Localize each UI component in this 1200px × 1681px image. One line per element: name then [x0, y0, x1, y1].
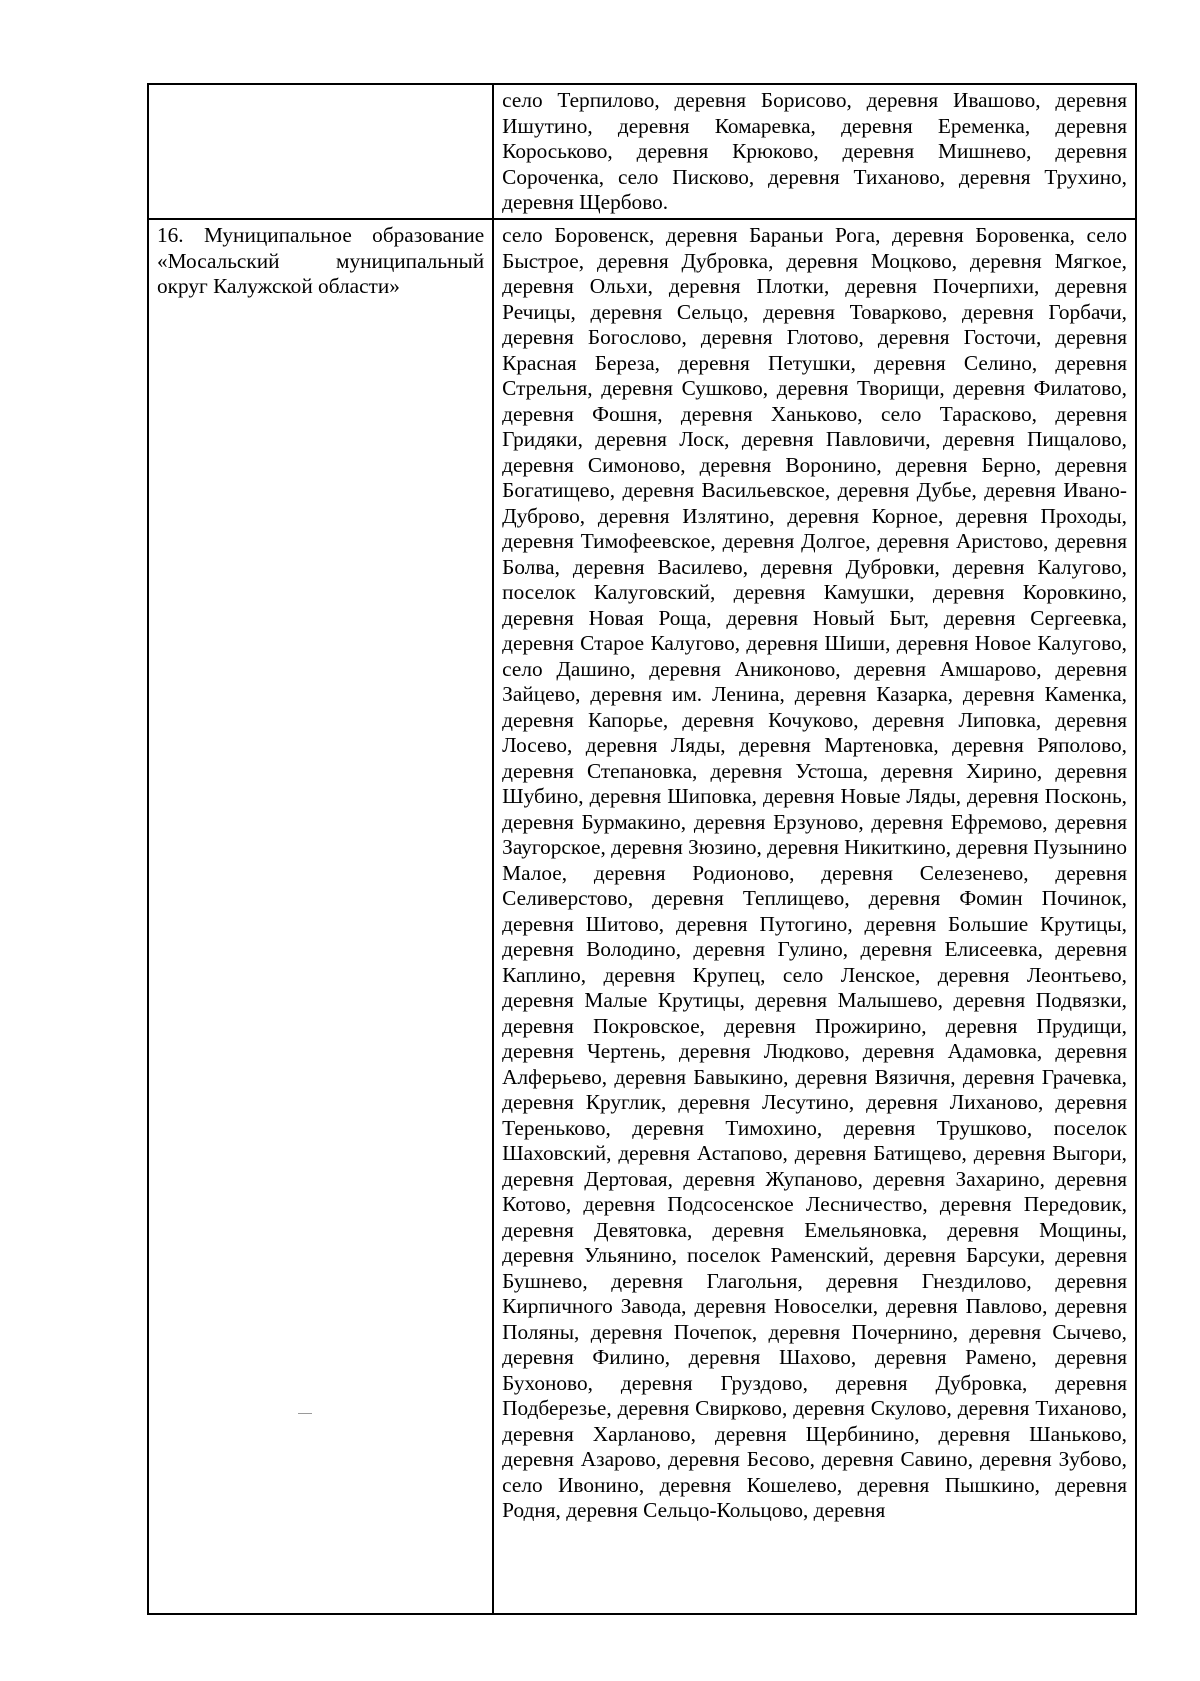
municipality-name: 16. Муниципальное образование «Мосальский муниципальный округ Калужской области» [157, 223, 485, 298]
settlements-list: село Терпилово, деревня Борисово, деревня Ивашово, деревня Ишутино, деревня Комаревка, деревня Еременка, деревня Короськово, деревня Крюково, деревня Мишнево, деревня Сороченка, село Писково, деревня Тиханово, деревня Трухино, деревня Щербово. [502, 88, 1127, 214]
settlements-list: село Боровенск, деревня Бараньи Рога, деревня Боровенка, село Быстрое, деревня Дубровка, деревня Моцково, деревня Мягкое, деревня Ольхи, деревня Плотки, деревня Почерпихи, деревня Речицы, деревня Сельцо, деревня Товарково, деревня Горбачи, деревня Богослово, деревня Глотово, деревня Госточи, деревня Красная Береза, деревня Петушки, деревня Селино, деревня Стрельня, деревня Сушково, деревня Творищи, деревня Филатово, деревня Фошня, деревня Ханьково, село Тарасково, деревня Гридяки, деревня Лоск, деревня Павловичи, деревня Пищалово, деревня Симоново, деревня Воронино, деревня Берно, деревня Богатищево, деревня Васильевское, деревня Дубье, деревня Ивано-Дуброво, деревня Излятино, деревня Корное, деревня Проходы, деревня Тимофеевское, деревня Долгое, деревня Аристово, деревня Болва, деревня Василево, деревня Дубровки, деревня Калугово, поселок Калуговский, деревня Камушки, деревня Коровкино, деревня Новая Роща, деревня Новый Быт, деревня Сергеевка, деревня Старое Калугово, деревня Шиши, деревня Новое Калугово, село Дашино, деревня Аниконово, деревня Амшарово, деревня Зайцево, деревня им. Ленина, деревня Казарка, деревня Каменка, деревня Капорье, деревня Кочуково, деревня Липовка, деревня Лосево, деревня Ляды, деревня Мартеновка, деревня Ряполово, деревня Степановка, деревня Устоша, деревня Хирино, деревня Шубино, деревня Шиповка, деревня Новые Ляды, деревня Посконь, деревня Бурмакино, деревня Ерзуново, деревня Ефремово, деревня Заугорское, деревня Зюзино, деревня Никиткино, деревня Пузынино Малое, деревня Родионово, деревня Селезенево, деревня Селиверстово, деревня Теплищево, деревня Фомин Починок, деревня Шитово, деревня Путогино, деревня Большие Крутицы, деревня Володино, деревня Гулино, деревня Елисеевка, деревня Каплино, деревня Крупец, село Ленское, деревня Леонтьево, деревня Малые Крутицы, деревня Малышево, деревня Подвязки, деревня Покровское, деревня Прожирино, деревня Прудищи, деревня Чертень, деревня Людково, деревня Адамовка, деревня Алферьево, деревня Бавыкино, деревня Вязичня, деревня Грачевка, деревня Круглик, деревня Лесутино, деревня Лиханово, деревня Тереньково, деревня Тимохино, деревня Трушково, поселок Шаховский, деревня Астапово, деревня Батищево, деревня Выгори, деревня Дертовая, деревня Жупаново, деревня Захарино, деревня Котово, деревня Подсосенское Лесничество, деревня Передовик, деревня Девятовка, деревня Емельяновка, деревня Мощины, деревня Ульянино, поселок Раменский, деревня Барсуки, деревня Бушнево, деревня Глагольня, деревня Гнездилово, деревня Кирпичного Завода, деревня Новоселки, деревня Павлово, деревня Поляны, деревня Почепок, деревня Почернино, деревня Сычево, деревня Филино, деревня Шахово, деревня Рамено, деревня Бухоново, деревня Груздово, деревня Дубровка, деревня Подберезье, деревня Свирково, деревня Скулово, деревня Тиханово, деревня Харланово, деревня Щербинино, деревня Шаньково, деревня Азарово, деревня Бесово, деревня Савино, деревня Зубово, село Ивонино, деревня Кошелево, деревня Пышкино, деревня Родня, деревня Сельцо-Кольцово, деревня [502, 223, 1127, 1522]
settlements-table [147, 83, 1137, 1615]
municipality-cell [148, 84, 493, 219]
table-row [148, 84, 1136, 219]
settlements-cell [493, 219, 1136, 1614]
table-row [148, 219, 1136, 1614]
municipality-cell [148, 219, 493, 1614]
scan-artifact-mark [298, 1413, 312, 1414]
settlements-cell [493, 84, 1136, 219]
